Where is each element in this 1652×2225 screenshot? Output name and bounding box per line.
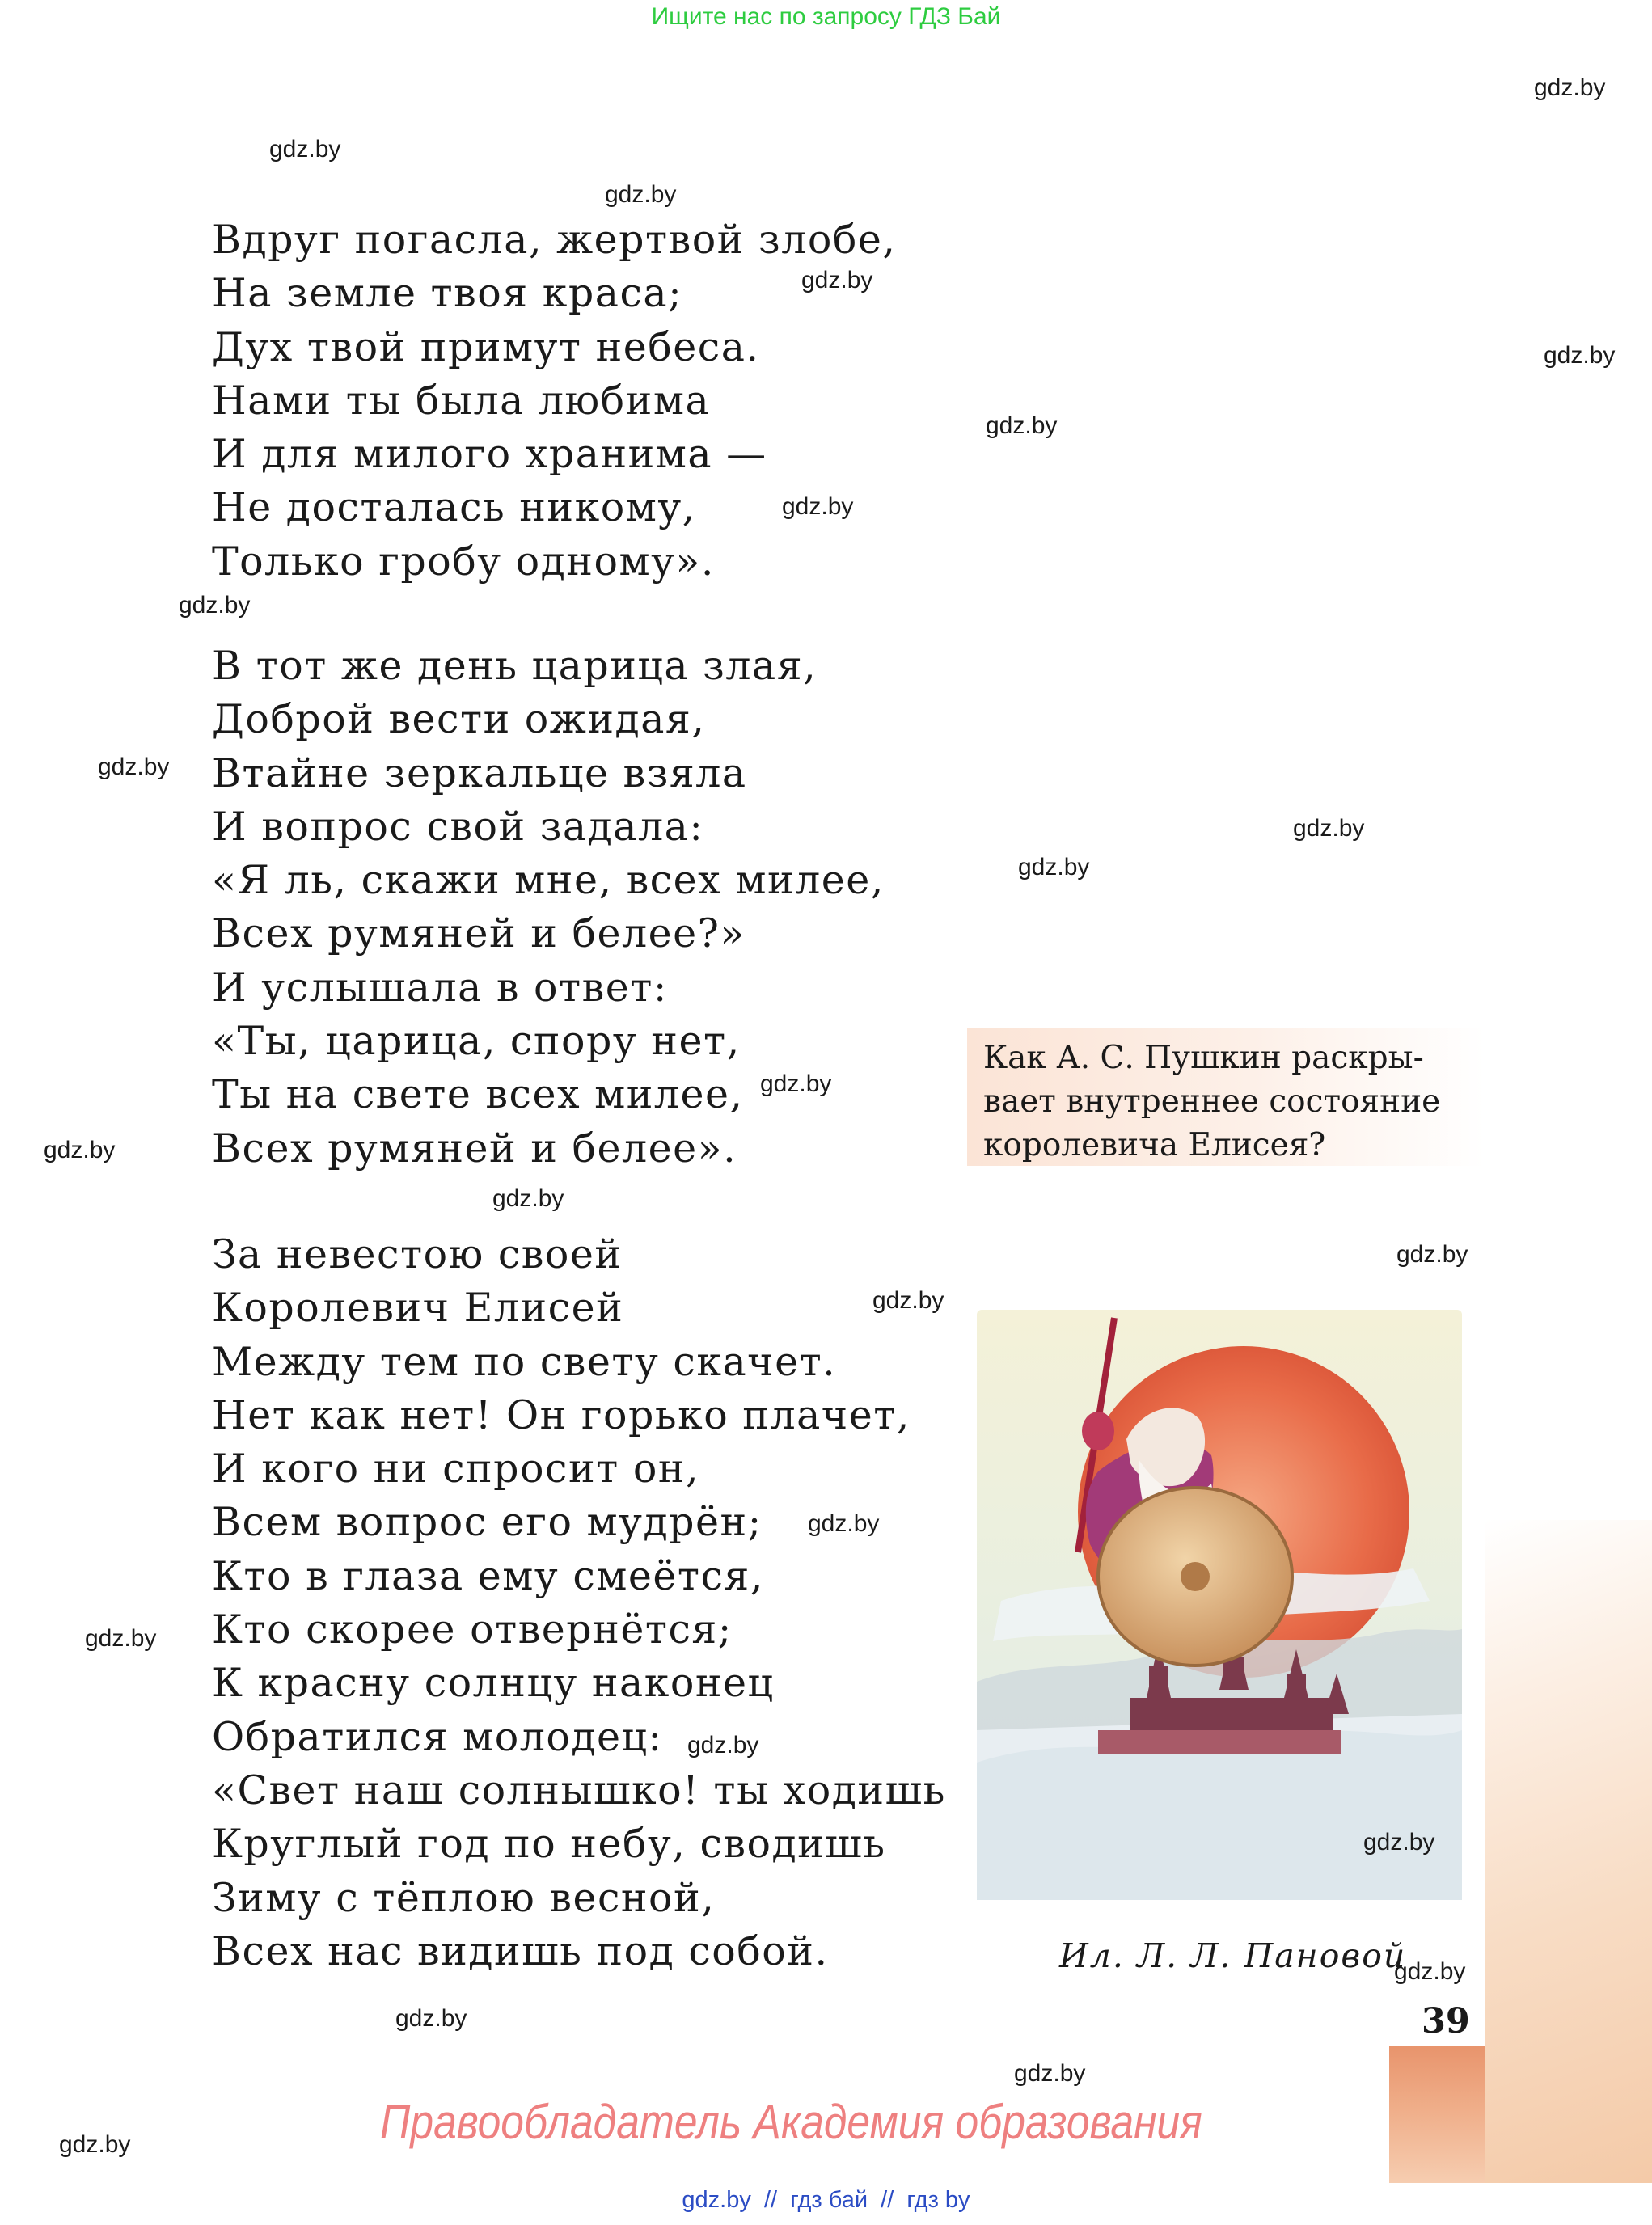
poem-line: Доброй вести ожидая, — [212, 696, 706, 743]
poem-line: Дух твой примут небеса. — [212, 323, 760, 370]
stanza-3 — [212, 1228, 946, 1978]
watermark: gdz.by — [269, 136, 341, 163]
top-banner: Ищите нас по запросу ГДЗ Бай — [651, 3, 1001, 30]
rights-holder: Правообладатель Академия образования — [380, 2095, 1202, 2149]
watermark: gdz.by — [1018, 854, 1090, 880]
watermark: gdz.by — [872, 1287, 944, 1314]
poem-line: К красну солнцу наконец — [212, 1660, 775, 1707]
watermark: gdz.by — [605, 181, 677, 208]
poem-line: Всех нас видишь под собой. — [212, 1927, 829, 1974]
poem-line: В тот же день царица злая, — [212, 643, 818, 689]
watermark: gdz.by — [1534, 74, 1606, 101]
page-tab — [1389, 2046, 1485, 2183]
poem-line: Нет как нет! Он горько плачет, — [212, 1391, 911, 1438]
illustration-caption: Ил. Л. Л. Пановой — [1059, 1936, 1407, 1975]
question-text: Как А. С. Пушкин раскры- вает внутреннее состояние королевича Елисея? — [983, 1040, 1441, 1163]
watermark: gdz.by — [179, 592, 251, 619]
watermark: gdz.by — [808, 1510, 880, 1537]
watermark: gdz.by — [395, 2005, 467, 2032]
stanza-1 — [212, 213, 896, 589]
poem-line: «Свет наш солнышко! ты ходишь — [212, 1767, 946, 1813]
watermark: gdz.by — [1293, 815, 1365, 842]
poem-line: Зиму с тёплою весной, — [212, 1874, 716, 1921]
watermark: gdz.by — [1544, 342, 1616, 369]
poem-line: Кто в глаза ему смеётся, — [212, 1552, 764, 1599]
poem-line: И услышала в ответ: — [212, 964, 668, 1011]
watermark: gdz.by — [1396, 1241, 1468, 1268]
poem-line: Нами ты была любима — [212, 377, 711, 424]
poem-line: Королевич Елисей — [212, 1285, 624, 1332]
watermark: gdz.by — [1363, 1829, 1435, 1856]
footer-links: gdz.by // гдз бай // гдз by — [682, 2187, 970, 2213]
watermark: gdz.by — [59, 2131, 131, 2158]
poem-line: «Ты, царица, спору нет, — [212, 1018, 741, 1065]
poem-line: Всем вопрос его мудрён; — [212, 1499, 763, 1546]
poem-line: Круглый год по небу, сводишь — [212, 1821, 886, 1868]
watermark: gdz.by — [801, 267, 873, 293]
watermark: gdz.by — [687, 1732, 759, 1758]
poem-line: И вопрос свой задала: — [212, 803, 704, 850]
poem-line: И для милого хранима — — [212, 431, 767, 478]
watermark: gdz.by — [1394, 1958, 1466, 1985]
poem-line: Кто скорее отвернётся; — [212, 1606, 733, 1653]
page-number: 39 — [1422, 2001, 1470, 2041]
poem-line: Всех румяней и белее». — [212, 1125, 737, 1172]
poem-line: За невестою своей — [212, 1231, 623, 1277]
poem-line: Ты на свете всех милее, — [212, 1071, 744, 1118]
poem-line: Только гробу одному». — [212, 538, 715, 585]
watermark: gdz.by — [85, 1625, 157, 1652]
poem-line: «Я ль, скажи мне, всех милее, — [212, 857, 885, 904]
poem-line: На земле твоя краса; — [212, 270, 683, 317]
poem-line: Между тем по свету скачет. — [212, 1338, 837, 1385]
side-texture — [1485, 1520, 1652, 2183]
poem-line: Обратился молодец: — [212, 1713, 663, 1760]
watermark: gdz.by — [760, 1070, 832, 1097]
watermark: gdz.by — [492, 1185, 564, 1212]
question-box — [967, 1028, 1485, 1166]
watermark: gdz.by — [44, 1137, 116, 1163]
tsarevich-illustration — [977, 1310, 1462, 1900]
watermark: gdz.by — [782, 493, 854, 520]
poem-line: Втайне зеркальце взяла — [212, 749, 747, 796]
watermark: gdz.by — [986, 412, 1058, 439]
poem-line: Всех румяней и белее?» — [212, 910, 746, 957]
watermark: gdz.by — [1014, 2060, 1086, 2087]
watermark: gdz.by — [98, 754, 170, 780]
poem-line: Не досталась никому, — [212, 484, 696, 531]
poem-line: Вдруг погасла, жертвой злобе, — [212, 217, 897, 263]
poem-line: И кого ни спросит он, — [212, 1446, 700, 1492]
